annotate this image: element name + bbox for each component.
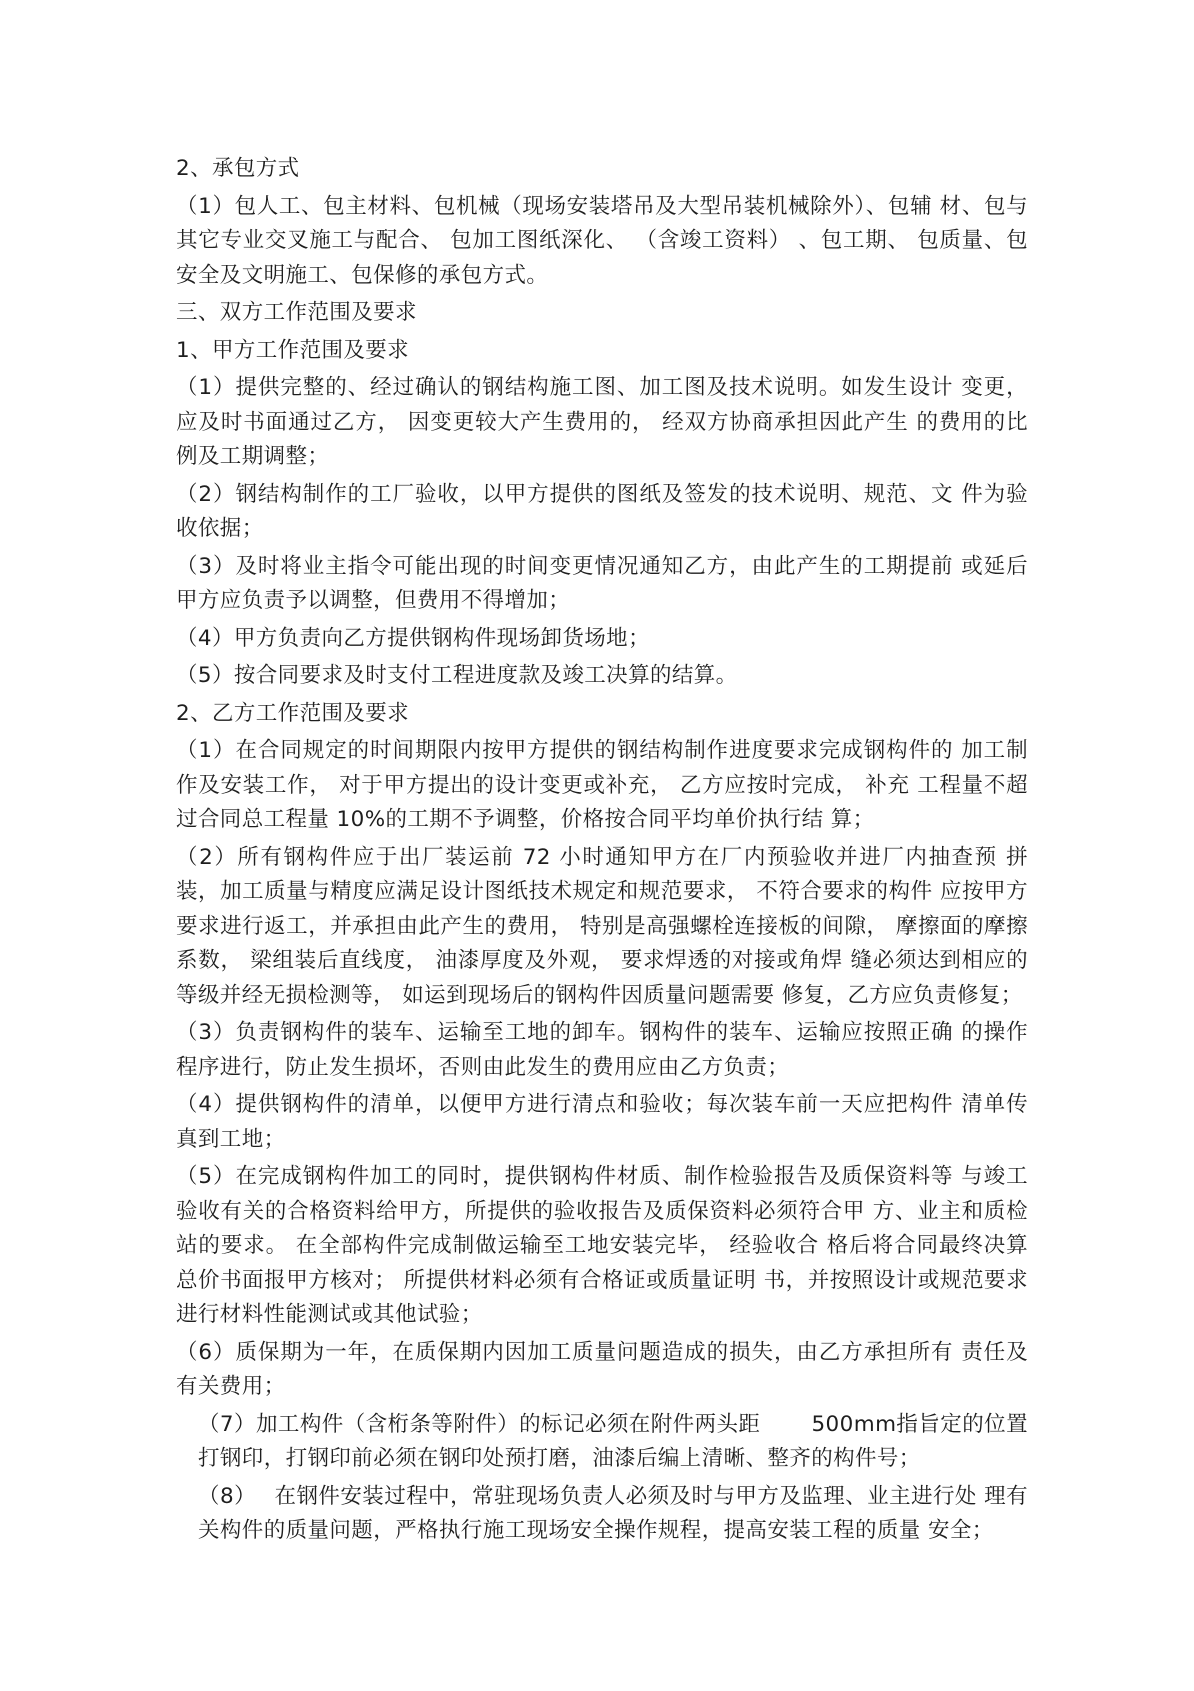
paragraph: （7）加工构件（含桁条等附件）的标记必须在附件两头距 500mm指旨定的位置打钢印，打钢印前必须在钢印处预打磨，油漆后编上清晰、整齐的构件号；	[198, 1411, 1028, 1471]
paragraph: （2）钢结构制作的工厂验收，以甲方提供的图纸及签发的技术说明、规范、文 件为验收依据；	[176, 481, 1028, 541]
paragraph: （5）在完成钢构件加工的同时，提供钢构件材质、制作检验报告及质保资料等 与竣工验收有关的合格资料给甲方，所提供的验收报告及质保资料必须符合甲 方、业主和质检站的要求。 在全部构件完成制做运输至工地安装完毕， 经验收合 格后将合同最终决算总价书面报甲方核对； 所提供材料必须有合格证或质量证明 书，并按照设计或规范要求进行材料性能测试或其他试验；	[176, 1164, 1028, 1327]
paragraph: （4）提供钢构件的清单，以便甲方进行清点和验收；每次装车前一天应把构件 清单传真到工地；	[176, 1092, 1028, 1152]
subsection-heading-party-b: 2、乙方工作范围及要求	[176, 700, 410, 726]
paragraph: （2）所有钢构件应于出厂装运前 72 小时通知甲方在厂内预验收并进厂内抽查预 拼装，加工质量与精度应满足设计图纸技术规定和规范要求， 不符合要求的构件 应按甲方要求进行返工，并承担由此产生的费用， 特别是高强螺栓连接板的间隙， 摩擦面的摩擦系数， 梁组装后直线度， 油漆厚度及外观， 要求焊透的对接或角焊 缝必须达到相应的等级并经无损检测等， 如运到现场后的钢构件因质量问题需要 修复，乙方应负责修复；	[176, 844, 1028, 1008]
paragraph: （4）甲方负责向乙方提供钢构件现场卸货场地；	[176, 625, 650, 651]
section-heading-scope: 三、双方工作范围及要求	[176, 300, 417, 325]
paragraph: （3）负责钢构件的装车、运输至工地的卸车。钢构件的装车、运输应按照正确 的操作程序进行，防止发生损坏，否则由此发生的费用应由乙方负责；	[176, 1020, 1028, 1080]
paragraph: （6）质保期为一年，在质保期内因加工质量问题造成的损失，由乙方承担所有 责任及有关费用；	[176, 1339, 1028, 1399]
paragraph: （8） 在钢件安装过程中，常驻现场负责人必须及时与甲方及监理、业主进行处 理有关构件的质量问题，严格执行施工现场安全操作规程，提高安装工程的质量 安全；	[198, 1483, 1028, 1543]
subsection-heading-party-a: 1、甲方工作范围及要求	[176, 337, 410, 363]
section-heading-contract-method: 2、承包方式	[176, 156, 300, 181]
paragraph: （3）及时将业主指令可能出现的时间变更情况通知乙方，由此产生的工期提前 或延后甲方应负责予以调整，但费用不得增加；	[176, 553, 1028, 613]
document-body	[176, 152, 1028, 1549]
paragraph: （1）包人工、包主材料、包机械（现场安装塔吊及大型吊装机械除外）、包辅 材、包与其它专业交叉施工与配合、 包加工图纸深化、 （含竣工资料） 、包工期、 包质量、包安全及文明施工、包保修的承包方式。	[176, 193, 1028, 288]
paragraph: （5）按合同要求及时支付工程进度款及竣工决算的结算。	[176, 663, 738, 688]
paragraph: （1）提供完整的、经过确认的钢结构施工图、加工图及技术说明。如发生设计 变更，应及时书面通过乙方， 因变更较大产生费用的， 经双方协商承担因此产生 的费用的比例及工期调整；	[176, 375, 1028, 469]
paragraph: （1）在合同规定的时间期限内按甲方提供的钢结构制作进度要求完成钢构件的 加工制作及安装工作， 对于甲方提出的设计变更或补充， 乙方应按时完成， 补充 工程量不超过合同总工程量 10%的工期不予调整，价格按合同平均单价执行结 算；	[176, 738, 1028, 832]
